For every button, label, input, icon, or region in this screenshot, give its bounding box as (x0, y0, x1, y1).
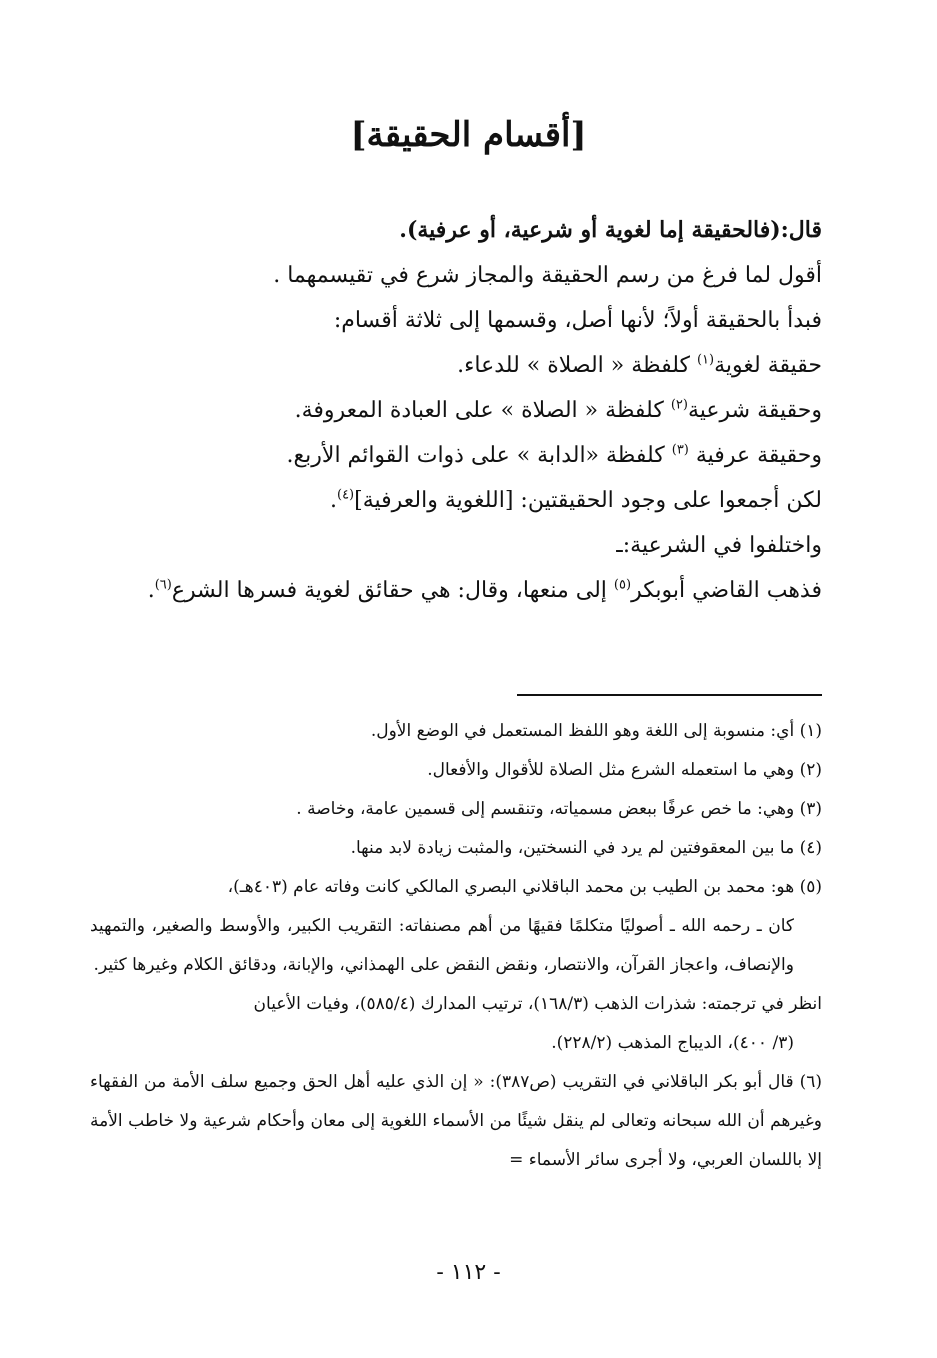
footnote-5-continuation: كان ـ رحمه الله ـ أصوليًا متكلمًا فقيهًا من أهم مصنفاته: التقريب الكبير، والأوسط والصغير، والتمهيد والإنصاف، واعجاز القرآن، والانتصار، ونقض النقض على الهمذاني، والإبانة، ودقائق الكلام وغيرها كثير. (90, 916, 794, 975)
footnote-separator (517, 694, 822, 696)
page-number: - ١١٢ - (436, 1260, 501, 1285)
footnote-ref: (٦) (154, 577, 172, 593)
body-line (115, 388, 822, 433)
body-text-run: وحقيقة شرعية (687, 398, 822, 423)
footnote-5: (٥) هو: محمد بن الطيب بن محمد الباقلاني البصري المالكي كانت وفاته عام (٤٠٣هـ)، (227, 877, 822, 897)
body-line (115, 343, 822, 388)
body-text-run: إلى منعها، وقال: هي حقائق لغوية فسرها الشرع (171, 578, 614, 603)
footnote-3: (٣) وهي: ما خص عرفًا ببعض مسمياته، وتنقسم إلى قسمين عامة، وخاصة . (296, 799, 822, 819)
footnote-ref: (٣) (671, 442, 689, 458)
body-text-run: كلفظة « الصلاة » على العبادة المعروفة. (294, 398, 671, 423)
footnote-ref: (٥) (613, 577, 632, 593)
body-text-run: لكن أجمعوا على وجود الحقيقتين: [اللغوية والعرفية] (354, 488, 822, 513)
body-line (115, 478, 822, 523)
body-text-run: حقيقة لغوية (714, 353, 822, 378)
section-title: [أقسام الحقيقة] (350, 115, 587, 155)
body-line (115, 433, 822, 478)
body-text-run: فذهب القاضي أبوبكر (631, 578, 822, 603)
body-text-run: . (147, 578, 155, 603)
body-line: أقول لما فرغ من رسم الحقيقة والمجاز شرع في تقيسمهما . (273, 263, 822, 288)
footnote-ref: (٢) (670, 397, 688, 413)
footnote-ref: (١) (696, 352, 715, 368)
body-line: واختلفوا في الشرعية:ـ (616, 533, 822, 558)
body-paragraph (85, 568, 822, 613)
footnote-5-sources: انظر في ترجمته: شذرات الذهب (١٦٨/٣)، ترتيب المدارك (٥٨٥/٤)، وفيات الأعيان (253, 994, 822, 1014)
footnote-5-sources-continuation: (٣/ ٤٠٠)، الديباج المذهب (٢٢٨/٢). (551, 1033, 794, 1053)
quoted-text-heading: قال:(فالحقيقة إما لغوية أو شرعية، أو عرفية). (399, 217, 822, 243)
body-text-run: وحقيقة عرفية (688, 443, 822, 468)
footnote-4: (٤) ما بين المعقوفتين لم يرد في النسختين، والمثبت زيادة لابد منها. (350, 838, 822, 858)
footnote-6: (٦) قال أبو بكر الباقلاني في التقريب (ص٣٨٧): « إن الذي عليه أهل الحق وجميع سلف الأمة من الفقهاء وغيرهم أن الله سبحانه وتعالى لم ينقل شيئًا من الأسماء اللغوية إلى معان وأحكام شرعية ولا خاطب الأمة إلا باللسان العربي، ولا أجرى سائر الأسماء = (90, 1072, 822, 1170)
body-text-run: . (329, 488, 337, 513)
footnotes (90, 712, 822, 1180)
footnote-1: (١) أي: منسوبة إلى اللغة وهو اللفظ المستعمل في الوضع الأول. (370, 721, 822, 741)
footnote-2: (٢) وهي ما استعمله الشرع مثل الصلاة للأقوال والأفعال. (427, 760, 822, 780)
body-text-run: كلفظة « الصلاة » للدعاء. (457, 353, 697, 378)
footnote-ref: (٤) (336, 487, 355, 503)
body-line: فبدأ بالحقيقة أولاً؛ لأنها أصل، وقسمها إلى ثلاثة أقسام: (333, 308, 822, 333)
main-text (115, 208, 822, 613)
body-text-run: كلفظة «الدابة » على ذوات القوائم الأربع. (286, 443, 672, 468)
